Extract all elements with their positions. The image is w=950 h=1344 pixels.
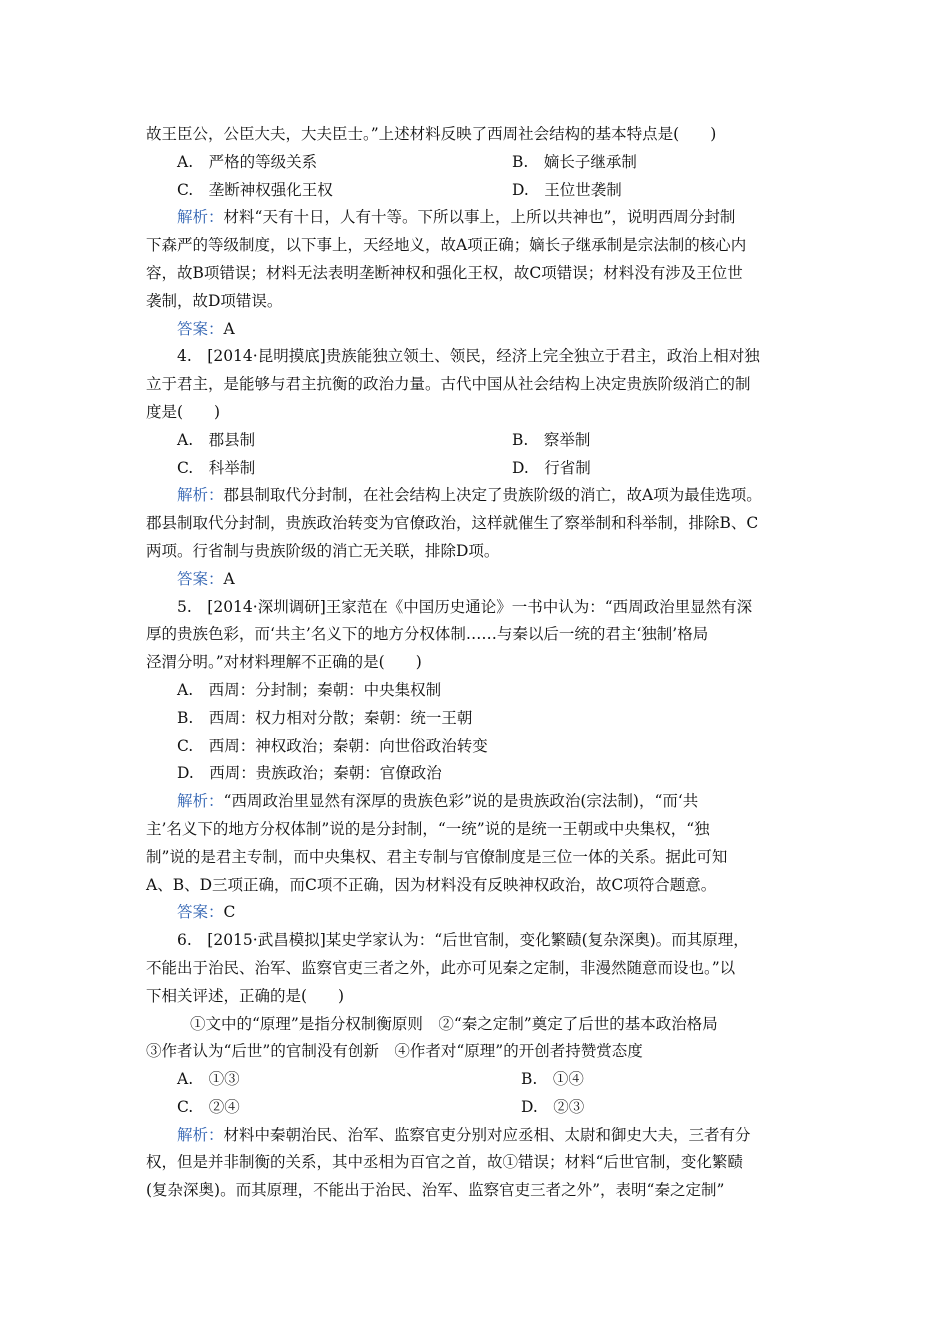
- q5-option-a: A. 西周：分封制；秦朝：中央集权制: [177, 680, 442, 699]
- q6-option-a: A. ①③: [177, 1070, 240, 1089]
- q5-analysis-line-4: A、B、D三项正确，而C项不正确，因为材料没有反映神权政治，故C项符合题意。: [146, 875, 717, 894]
- q6-statements-line-1: ①文中的“原理”是指分权制衡原则 ②“秦之定制”奠定了后世的基本政治格局: [190, 1014, 718, 1033]
- q4-option-c: C. 科举制: [177, 458, 256, 477]
- q3-option-d: D. 王位世袭制: [512, 180, 622, 199]
- q3-options-row-2: [146, 177, 811, 205]
- q3-analysis-line-2: 下森严的等级制度，以下事上，天经地义，故A项正确；嫡长子继承制是宗法制的核心内: [146, 236, 747, 255]
- q5-analysis-line-2: 主’名义下的地方分权体制”说的是分封制，“一统”说的是统一王朝或中央集权，“独: [146, 819, 710, 838]
- q4-answer-value: A: [223, 569, 235, 588]
- q3-answer-label: 答案：: [177, 319, 224, 338]
- q4-analysis-label: 解析：: [177, 486, 224, 505]
- q6-stem-line-3: 下相关评述，正确的是( ): [146, 986, 345, 1005]
- q4-options-row-2: [146, 455, 811, 483]
- q4-answer: [146, 566, 811, 594]
- q6-analysis-line-3: (复杂深奥)。而其原理，不能出于治民、治军、监察官吏三者之外”，表明“秦之定制”: [146, 1181, 725, 1200]
- q6-options-row-2: [146, 1094, 811, 1122]
- q6-statements-line-2: ③作者认为“后世”的官制没有创新 ④作者对“原理”的开创者持赞赏态度: [146, 1042, 643, 1061]
- q5-stem-line-2: 厚的贵族色彩，而‘共主’名义下的地方分权体制……与秦以后一统的君主‘独制’格局: [146, 625, 709, 644]
- q5-answer: [146, 899, 811, 927]
- q5-stem-line-1: 5. [2014·深圳调研]王家范在《中国历史通论》一书中认为：“西周政治里显然有深: [177, 597, 753, 616]
- q3-analysis-line-4: 袭制，故D项错误。: [146, 291, 283, 310]
- q3-option-a: A. 严格的等级关系: [177, 152, 318, 171]
- q3-answer: [146, 316, 811, 344]
- q6-analysis-text: 材料中秦朝治民、治军、监察官吏分别对应丞相、太尉和御史大夫，三者有分: [223, 1125, 751, 1144]
- q6-analysis-line-2: 权，但是并非制衡的关系，其中丞相为百官之首，故①错误；材料“后世官制，变化繁赜: [146, 1153, 743, 1172]
- q4-stem-line-2: 立于君主，是能够与君主抗衡的政治力量。古代中国从社会结构上决定贵族阶级消亡的制: [146, 375, 751, 394]
- q6-analysis-label: 解析：: [177, 1125, 224, 1144]
- q6-analysis-line-1: [146, 1122, 811, 1150]
- q6-stem-line-1: 6. [2015·武昌模拟]某史学家认为：“后世官制，变化繁赜(复杂深奥)。而其原理，: [177, 931, 749, 950]
- q6-stem-line-2: 不能出于治民、治军、监察官吏三者之外，此亦可见秦之定制，非漫然随意而设也。”以: [146, 958, 736, 977]
- q4-option-b: B. 察举制: [512, 430, 591, 449]
- q5-answer-value: C: [223, 903, 236, 922]
- q3-analysis-text: 材料“天有十日，人有十等。下所以事上，上所以共神也”，说明西周分封制: [223, 208, 736, 227]
- q5-analysis-line-1: [146, 788, 811, 816]
- q4-analysis-text: 郡县制取代分封制，在社会结构上决定了贵族阶级的消亡，故A项为最佳选项。: [223, 486, 762, 505]
- q4-option-d: D. 行省制: [512, 458, 591, 477]
- q5-analysis-label: 解析：: [177, 792, 224, 811]
- q3-analysis-label: 解析：: [177, 208, 224, 227]
- q3-stem: 故王臣公，公臣大夫，大夫臣士。”上述材料反映了西周社会结构的基本特点是( ): [146, 125, 717, 143]
- q4-stem-line-3: 度是( ): [146, 402, 221, 421]
- q6-option-c: C. ②④: [177, 1097, 240, 1116]
- page-content: [146, 121, 811, 1205]
- q5-option-c: C. 西周：神权政治；秦朝：向世俗政治转变: [177, 736, 488, 755]
- q5-answer-label: 答案：: [177, 903, 224, 922]
- q3-answer-value: A: [223, 319, 235, 338]
- q5-option-d: D. 西周：贵族政治；秦朝：官僚政治: [177, 764, 442, 783]
- q5-analysis-text: “西周政治里显然有深厚的贵族色彩”说的是贵族政治(宗法制)，“而‘共: [223, 792, 699, 811]
- q3-analysis-line-1: [146, 204, 811, 232]
- q4-option-a: A. 郡县制: [177, 430, 256, 449]
- q5-option-b: B. 西周：权力相对分散；秦朝：统一王朝: [177, 708, 473, 727]
- q3-analysis-line-3: 容，故B项错误；材料无法表明垄断神权和强化王权，故C项错误；材料没有涉及王位世: [146, 263, 743, 282]
- q4-stem-line-1: 4. [2014·昆明摸底]贵族能独立领土、领民，经济上完全独立于君主，政治上相对独: [177, 347, 760, 366]
- q3-option-c: C. 垄断神权强化王权: [177, 180, 333, 199]
- q4-answer-label: 答案：: [177, 569, 224, 588]
- q6-option-b: B. ①④: [521, 1070, 584, 1089]
- q3-option-b: B. 嫡长子继承制: [512, 152, 637, 171]
- q5-stem-line-3: 泾渭分明。”对材料理解不正确的是( ): [146, 653, 422, 672]
- q4-analysis-line-2: 郡县制取代分封制，贵族政治转变为官僚政治，这样就催生了察举制和科举制，排除B、C: [146, 514, 759, 533]
- q5-analysis-line-3: 制”说的是君主专制，而中央集权、君主专制与官僚制度是三位一体的关系。据此可知: [146, 847, 728, 866]
- q3-options-row-1: [146, 149, 811, 177]
- q6-options-row-1: [146, 1066, 811, 1094]
- q6-option-d: D. ②③: [521, 1097, 585, 1116]
- q4-analysis-line-1: [146, 482, 811, 510]
- q4-analysis-line-3: 两项。行省制与贵族阶级的消亡无关联，排除D项。: [146, 541, 500, 560]
- q4-options-row-1: [146, 427, 811, 455]
